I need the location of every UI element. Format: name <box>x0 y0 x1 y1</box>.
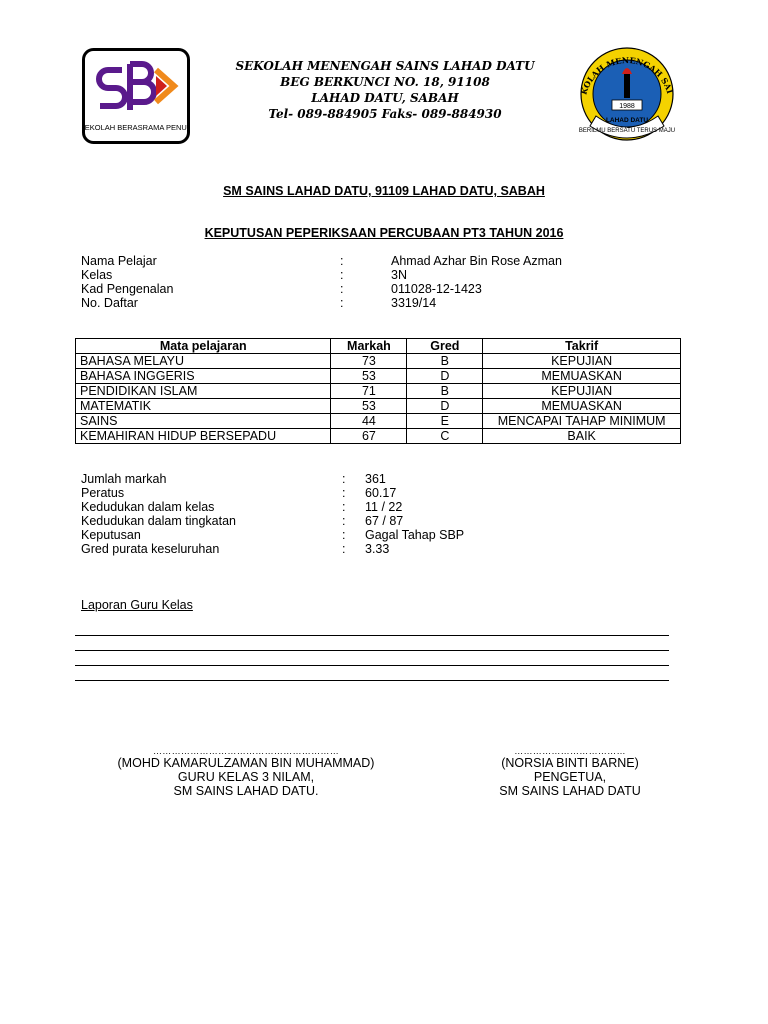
school-name: SEKOLAH MENENGAH SAINS LAHAD DATU <box>235 59 535 73</box>
principal-org: SM SAINS LAHAD DATU <box>499 784 641 798</box>
table-row: BAHASA MELAYU 73 B KEPUJIAN <box>76 354 681 369</box>
summary-row: Kedudukan dalam kelas : 11 / 22 <box>81 500 403 514</box>
results-table <box>75 338 681 444</box>
summary-row: Peratus : 60.17 <box>81 486 397 500</box>
student-row-ic: Kad Pengenalan : 011028-12-1423 <box>81 282 482 296</box>
letterhead <box>230 58 540 122</box>
student-info <box>81 254 601 310</box>
table-header <box>76 339 681 354</box>
signature-line: ……………………………… <box>514 746 626 756</box>
summary-row: Gred purata keseluruhan : 3.33 <box>81 542 390 556</box>
teacher-name: (MOHD KAMARULZAMAN BIN MUHAMMAD) <box>117 756 375 770</box>
summary-row: Kedudukan dalam tingkatan : 67 / 87 <box>81 514 404 528</box>
crest-place: LAHAD DATU <box>605 117 649 124</box>
teacher-report-heading: Laporan Guru Kelas <box>81 598 193 612</box>
signature-principal <box>470 746 670 798</box>
address-line1: BEG BERKUNCI NO. 18, 91108 <box>280 75 490 89</box>
school-crest <box>568 44 686 148</box>
summary-info <box>81 472 601 556</box>
report-line <box>75 635 669 636</box>
crest-arc-text: KOLAH MENENGAH SAI <box>578 55 676 96</box>
teacher-role: GURU KELAS 3 NILAM, <box>177 770 315 784</box>
summary-row: Jumlah markah : 361 <box>81 472 386 486</box>
col-remark: Takrif <box>483 339 681 354</box>
col-subject: Mata pelajaran <box>76 339 331 354</box>
table-row: MATEMATIK 53 D MEMUASKAN <box>76 399 681 414</box>
address-line2: LAHAD DATU, SABAH <box>311 91 459 105</box>
report-line <box>75 680 669 681</box>
principal-role: PENGETUA, <box>533 770 607 784</box>
report-line <box>75 665 669 666</box>
table-row: SAINS 44 E MENCAPAI TAHAP MINIMUM <box>76 414 681 429</box>
summary-row: Keputusan : Gagal Tahap SBP <box>81 528 465 542</box>
col-marks: Markah <box>331 339 407 354</box>
student-row-class: Kelas : 3N <box>81 268 407 282</box>
sbp-logo-caption: SEKOLAH BERASRAMA PENUH <box>82 123 190 132</box>
crest-year: 1988 <box>619 103 635 110</box>
teacher-org: SM SAINS LAHAD DATU. <box>173 784 319 798</box>
table-row: KEMAHIRAN HIDUP BERSEPADU 67 C BAIK <box>76 429 681 444</box>
school-line: SM SAINS LAHAD DATU, 91109 LAHAD DATU, SABAH <box>223 184 545 198</box>
report-line <box>75 650 669 651</box>
contact-line: Tel- 089-884905 Faks- 089-884930 <box>268 107 502 121</box>
crest-icon <box>568 44 686 148</box>
signature-class-teacher <box>96 746 396 798</box>
crest-ribbon: BERILMU BERSATU TERUS MAJU <box>578 128 676 134</box>
table-row: BAHASA INGGERIS 53 D MEMUASKAN <box>76 369 681 384</box>
sbp-logo-icon <box>82 48 190 144</box>
report-title: KEPUTUSAN PEPERIKSAAN PERCUBAAN PT3 TAHUN 2016 <box>204 226 564 240</box>
col-grade: Gred <box>407 339 483 354</box>
principal-name: (NORSIA BINTI BARNE) <box>501 756 639 770</box>
sbp-logo <box>82 48 190 144</box>
student-row-regno: No. Daftar : 3319/14 <box>81 296 437 310</box>
student-row-name: Nama Pelajar : Ahmad Azhar Bin Rose Azman <box>81 254 562 268</box>
table-row: PENDIDIKAN ISLAM 71 B KEPUJIAN <box>76 384 681 399</box>
signature-line: …………………………………………………… <box>153 746 339 756</box>
